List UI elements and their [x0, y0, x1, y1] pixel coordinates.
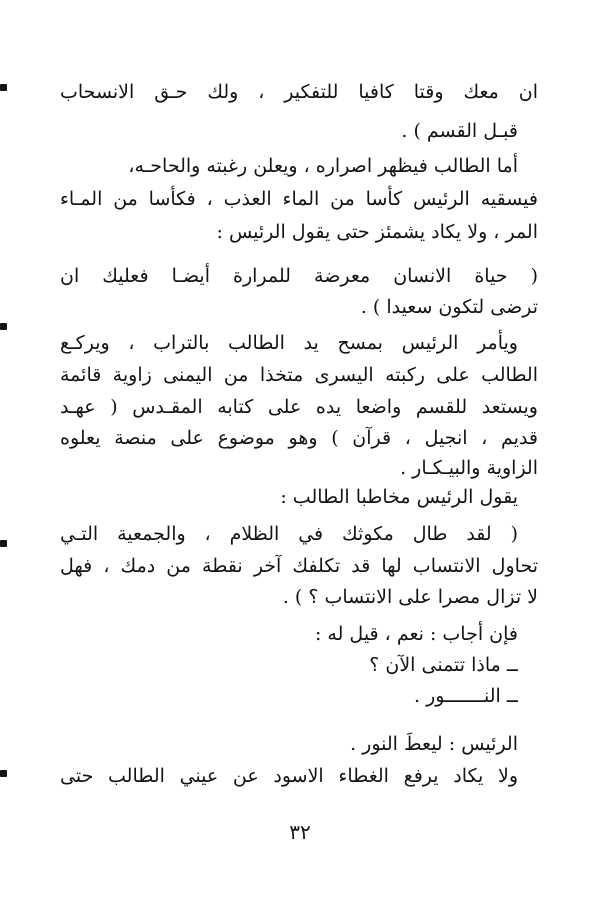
text-line: قبـل القسم ) .	[401, 120, 518, 142]
text-line: تحاول الانتساب لها قد تكلفك آخر نقطة من دمك ، فهل	[60, 555, 538, 577]
text-line: ترضى لتكون سعيدا ) .	[360, 296, 538, 318]
text-line: ــ النـــــــور .	[413, 685, 518, 707]
margin-mark	[0, 323, 7, 330]
text-line: فيسقيه الرئيس كأسا من الماء العذب ، فكأسا من المـاء	[60, 188, 538, 210]
text-line: ( لقد طال مكوثك في الظلام ، والجمعية التـي	[60, 523, 518, 545]
margin-mark	[0, 84, 7, 91]
page-number: ٣٢	[289, 820, 311, 844]
text-line: الزاوية والبيـكـار .	[400, 457, 538, 479]
text-line: لا تزال مصرا على الانتساب ؟ ) .	[282, 586, 538, 608]
text-line: المر ، ولا يكاد يشمئز حتى يقول الرئيس :	[216, 221, 538, 243]
text-line: يقول الرئيس مخاطبا الطالب :	[280, 486, 518, 508]
text-line: أما الطالب فيظهر اصراره ، ويعلن رغبته والحاحـه،	[128, 155, 518, 177]
text-line: ان معك وقتا كافيا للتفكير ، ولك حـق الانسحاب	[60, 81, 538, 103]
text-line: ويستعد للقسم واضعا يده على كتابه المقـدس ( عهـد	[60, 396, 538, 418]
text-line: ويأمر الرئيس بمسح يد الطالب بالتراب ، ويركـع	[60, 332, 518, 354]
text-line: ــ ماذا تتمنى الآن ؟	[369, 654, 518, 676]
text-line: الرئيس : ليعطَ النور .	[350, 733, 518, 755]
text-line: ولا يكاد يرفع الغطاء الاسود عن عيني الطالب حتى	[60, 765, 518, 787]
margin-mark	[0, 770, 7, 777]
text-line: الطالب على ركبته اليسرى متخذا من اليمنى زاوية قائمة	[60, 364, 538, 386]
text-line: ( حياة الانسان معرضة للمرارة أيضـا فعليك ان	[60, 265, 538, 287]
text-line: فإن أجاب : نعم ، قيل له :	[314, 623, 518, 645]
margin-mark	[0, 540, 7, 547]
text-line: قديم ، انجيل ، قرآن ) وهو موضوع على منصة يعلوه	[60, 427, 538, 449]
